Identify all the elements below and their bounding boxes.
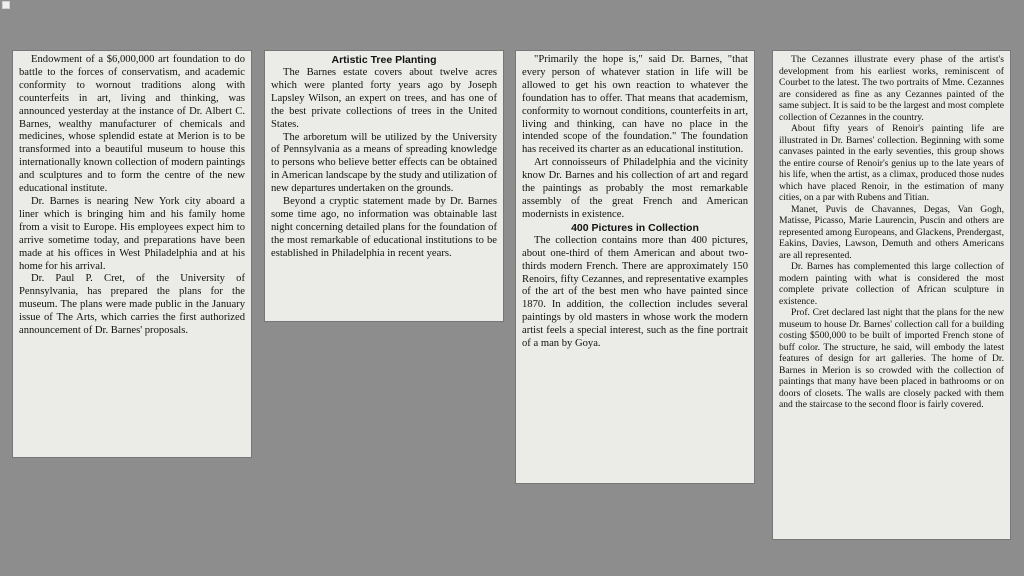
article-paragraph: Art connoisseurs of Philadelphia and the vicinity know Dr. Barnes and his collection of art and regard the paintings as probably the most remarkable assembly of the great French and American modernists in existence. — [522, 157, 748, 220]
article-paragraph: About fifty years of Renoir's painting life are illustrated in Dr. Barnes' collection. Beginning with some canvases painted in the early seventies, this group shows the entire course of Renoir's genius up to the late years of his life, when the artist, as a climax, produced those nudes which have placed Renoir, in the estimation of many cities, on a par with Rubens and Titian. — [779, 123, 1004, 203]
section-heading: Artistic Tree Planting — [331, 54, 437, 66]
section-heading: 400 Pictures in Collection — [571, 221, 699, 234]
article-paragraph: The arboretum will be utilized by the University of Pennsylvania as a means of spreading knowledge to persons who believe better effects can be obtained in American landscape by the study and utilization of new departures undertaken on the grounds. — [271, 131, 497, 195]
article-paragraph: The Barnes estate covers about twelve acres which were planted forty years ago by Joseph Lapsley Wilson, an expert on trees, and has one of the best private collections of trees in the United States. — [271, 67, 497, 130]
article-paragraph: The collection contains more than 400 pictures, about one-third of them American and about two-thirds modern French. There are approximately 150 Renoirs, fifty Cezannes, and representative examples of the art of the best men who have painted since 1870. In addition, the collection includes several paintings by old masters in whose work the modern artist feels a special interest, such as the fine portrait of a man by Goya. — [522, 234, 748, 350]
article-paragraph: Dr. Paul P. Cret, of the University of Pennsylvania, has prepared the plans for the museum. The plans were made public in the January issue of The Arts, which carries the first authorized announcement of Dr. Barnes' proposals. — [19, 273, 245, 337]
clipping-column-2 — [264, 50, 504, 322]
clipping-column-1 — [12, 50, 252, 458]
article-paragraph: Beyond a cryptic statement made by Dr. Barnes some time ago, no information was obtainable last night concerning detailed plans for the foundation of the most remarkable of educational institutions to be established in Philadelphia in recent years. — [271, 196, 497, 259]
article-paragraph: Dr. Barnes has complemented this large collection of modern painting with what is considered the most complete private collection of African sculpture in existence. — [779, 261, 1004, 307]
article-paragraph: The Cezannes illustrate every phase of the artist's development from his earliest works, reminiscent of Courbet to the latest. The two portraits of Mme. Cezannes are considered as fine as any Cezannes painted of the same subject. It is said to be the largest and most complete collection of Cezannes in the country. — [779, 54, 1004, 123]
article-paragraph: "Primarily the hope is," said Dr. Barnes, "that every person of whatever station in life will be allowed to get his own reaction to whatever the foundation has to offer. That means that academism, conformity to wornout conditions, counterfeits in art, living and thinking, can have no place in the intended scope of the foundation." The foundation has received its charter as an educational institution. — [522, 54, 748, 156]
corner-thumbnail-icon — [2, 1, 10, 9]
clipping-column-3 — [515, 50, 755, 484]
article-paragraph: Dr. Barnes is nearing New York city aboard a liner which is bringing him and his family home from a visit to Europe. His employees expect him to arrive sometime today, and preparations have been made at his offices in West Philadelphia and at his home for his arrival. — [19, 195, 245, 272]
article-paragraph: Prof. Cret declared last night that the plans for the new museum to house Dr. Barnes' collection call for a building costing $500,000 to be built of imported French stone of buff color. The structure, he said, will embody the latest features of design for art galleries. The home of Dr. Barnes in Merion is so crowded with the collection of paintings that many have been placed in bathrooms or on doors of closets. The walls are closely packed with them and the staircase to the second floor is fairly covered. — [779, 307, 1004, 410]
clipping-column-4 — [772, 50, 1011, 540]
article-paragraph: Manet, Puvis de Chavannes, Degas, Van Gogh, Matisse, Picasso, Marie Laurencin, Puscin and others are represented among Europeans, and Glackens, Prendergast, Eakins, Davies, Lawson, Demuth and others Americans are all represented. — [779, 203, 1004, 261]
article-paragraph: Endowment of a $6,000,000 art foundation to do battle to the forces of conservatism, and academic conformity to wornout traditions along with counterfeits in art, living and thinking, was announced yesterday at the instance of Dr. Albert C. Barnes, wealthy manufacturer of chemicals and medicines, whose splendid estate at Merion is to be transformed into a beautiful museum to house this internationally known collection of modern paintings and sculptures and to form the centre of the new educational institute. — [19, 54, 245, 195]
